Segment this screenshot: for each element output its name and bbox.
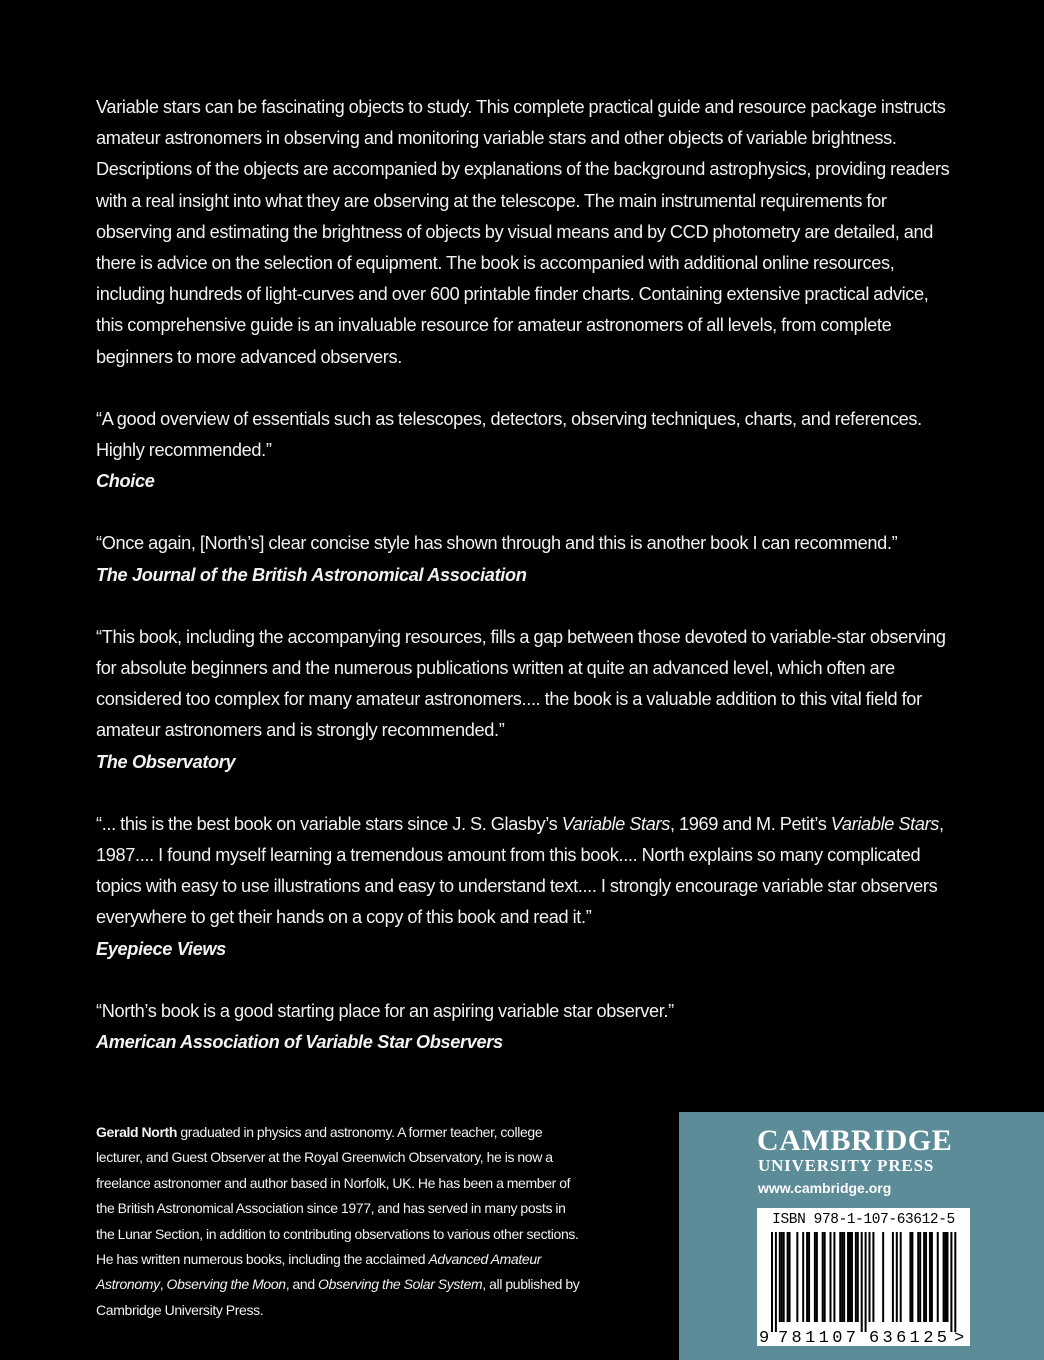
barcode-bar	[814, 1232, 816, 1322]
barcode-bar	[917, 1232, 919, 1322]
barcode-bar	[849, 1232, 851, 1322]
barcode-image	[757, 1208, 970, 1346]
barcode-bar	[796, 1232, 798, 1322]
barcode-bars	[771, 1232, 956, 1332]
barcode-bar	[843, 1232, 845, 1322]
barcode-bar	[911, 1232, 913, 1322]
quote-text: “... this is the best book on variable stars since J. S. Glasby’s	[96, 813, 562, 834]
barcode-bar	[808, 1232, 810, 1322]
publisher-box	[679, 1112, 1044, 1360]
barcode-first-digit: 9	[759, 1329, 770, 1346]
barcode-bar	[806, 1232, 808, 1322]
barcode-bar	[816, 1232, 818, 1322]
barcode-guard-bar	[861, 1232, 863, 1332]
publisher-url: www.cambridge.org	[758, 1180, 892, 1196]
barcode-bar	[896, 1232, 898, 1322]
barcode-bar	[869, 1232, 871, 1322]
book-description: Variable stars can be fascinating objects to study. This complete practical guide and resource package instructs amateur astronomers in observing and monitoring variable stars and other objects of variable brightness. Descriptions of the objects are accompanied by explanations of the background astrophysics, providing readers with a real insight into what they are observing at the telescope. The main instrumental requirements for observing and estimating the brightness of objects by visual means and by CCD photometry are detailed, and there is advice on the selection of equipment. The book is accompanied with additional online resources, including hundreds of light-curves and over 600 printable finder charts. Containing extensive practical advice, this comprehensive guide is an invaluable resource for amateur astronomers of all levels, from complete beginners to more advanced observers.	[96, 97, 950, 367]
review-1	[96, 404, 956, 498]
book-title: Observing the Moon	[166, 1276, 286, 1293]
isbn-label: ISBN 978-1-107-63612-5	[772, 1212, 955, 1228]
publisher-name: CAMBRIDGE	[757, 1124, 953, 1157]
book-title: Advanced Amateur Astronomy	[96, 1251, 542, 1293]
barcode-bar	[937, 1232, 939, 1322]
barcode-bar	[919, 1232, 921, 1322]
barcode-bar	[909, 1232, 911, 1322]
barcode-bar	[855, 1232, 857, 1322]
review-source: The Journal of the British Astronomical Association	[96, 564, 527, 585]
barcode-bar	[923, 1232, 925, 1322]
barcode-quiet-zone: >	[954, 1329, 965, 1346]
barcode-bar	[892, 1232, 894, 1322]
barcode-bar	[781, 1232, 783, 1322]
barcode-guard-bar	[954, 1232, 956, 1332]
book-title: Observing the Solar System	[318, 1276, 483, 1293]
barcode-bar	[839, 1232, 841, 1322]
barcode-bar	[787, 1232, 789, 1322]
barcode-left-digits: 781107	[778, 1329, 856, 1346]
publisher-subtitle: UNIVERSITY PRESS	[758, 1156, 935, 1175]
barcode-guard-bar	[865, 1232, 867, 1332]
barcode-bar	[824, 1232, 826, 1322]
barcode-bar	[841, 1232, 843, 1322]
review-quote: “North’s book is a good starting place for an aspiring variable star observer.”	[96, 1000, 674, 1021]
quote-text: , 1987.... I found myself learning a tremendous amount from this book.... North explains so many complicated topics with easy to use illustrations and easy to understand text.... I strongly encourage variable star observers everywhere to get their hands on a copy of this book and read it.”	[96, 813, 944, 928]
review-source: Eyepiece Views	[96, 938, 226, 959]
review-source: American Association of Variable Star Observers	[96, 1032, 503, 1053]
barcode-bar	[931, 1232, 933, 1322]
author-bio	[96, 1120, 584, 1323]
barcode-guard-bar	[775, 1232, 777, 1332]
barcode-guard-bar	[950, 1232, 952, 1332]
review-quote: “A good overview of essentials such as telescopes, detectors, observing techniques, charts, and references. Highly recommended.”	[96, 408, 922, 461]
review-quote	[96, 809, 956, 934]
barcode-bar	[802, 1232, 804, 1322]
back-cover-text	[96, 92, 956, 1089]
isbn-barcode-panel	[757, 1208, 970, 1346]
barcode-bar	[851, 1232, 853, 1322]
author-name: Gerald North	[96, 1124, 178, 1140]
barcode-bar	[925, 1232, 927, 1322]
barcode-bar	[847, 1232, 849, 1322]
barcode-bar	[872, 1232, 874, 1322]
review-5	[96, 996, 956, 1058]
review-source: Choice	[96, 471, 155, 492]
review-2	[96, 528, 956, 590]
quote-text: , 1969 and M. Petit’s	[669, 813, 831, 834]
review-quote: “This book, including the accompanying resources, fills a gap between those devoted to variable-star observing for absolute beginners and the numerous publications written at quite an advanced level, which often are considered too complex for many amateur astronomers.... the book is a valuable addition to this vital field for amateur astronomers and is strongly recommended.”	[96, 626, 946, 741]
barcode-bar	[830, 1232, 832, 1322]
barcode-bar	[783, 1232, 785, 1322]
barcode-bar	[779, 1232, 781, 1322]
barcode-guard-bar	[771, 1232, 773, 1332]
review-4	[96, 809, 956, 965]
barcode-right-digits: 636125	[869, 1329, 947, 1346]
bio-text: ,	[159, 1276, 167, 1293]
book-title: Variable Stars	[830, 813, 940, 834]
review-quote: “Once again, [North’s] clear concise style has shown through and this is another book I can recommend.”	[96, 533, 898, 554]
barcode-bar	[833, 1232, 835, 1322]
barcode-bar	[789, 1232, 791, 1322]
barcode-bar	[822, 1232, 824, 1322]
bio-text: , all published by Cambridge University Press.	[96, 1276, 580, 1318]
review-source: The Observatory	[96, 751, 236, 772]
barcode-bar	[882, 1232, 884, 1322]
review-3	[96, 622, 956, 778]
barcode-bar	[943, 1232, 945, 1322]
barcode-bar	[857, 1232, 859, 1322]
bio-text: graduated in physics and astronomy. A former teacher, college lecturer, and Guest Observer at the Royal Greenwich Observatory, he is now a freelance astronomer and author based in Norfolk, UK. He has been a member of the British Astronomical Association since 1977, and has served in many posts in the Lunar Section, in addition to contributing observations to various other sections. He has written numerous books, including the acclaimed	[96, 1124, 579, 1268]
barcode-bar	[947, 1232, 949, 1322]
barcode-bar	[929, 1232, 931, 1322]
book-title: Variable Stars	[561, 813, 670, 834]
bio-text: , and	[285, 1276, 319, 1293]
barcode-bar	[945, 1232, 947, 1322]
barcode-bar	[900, 1232, 902, 1322]
